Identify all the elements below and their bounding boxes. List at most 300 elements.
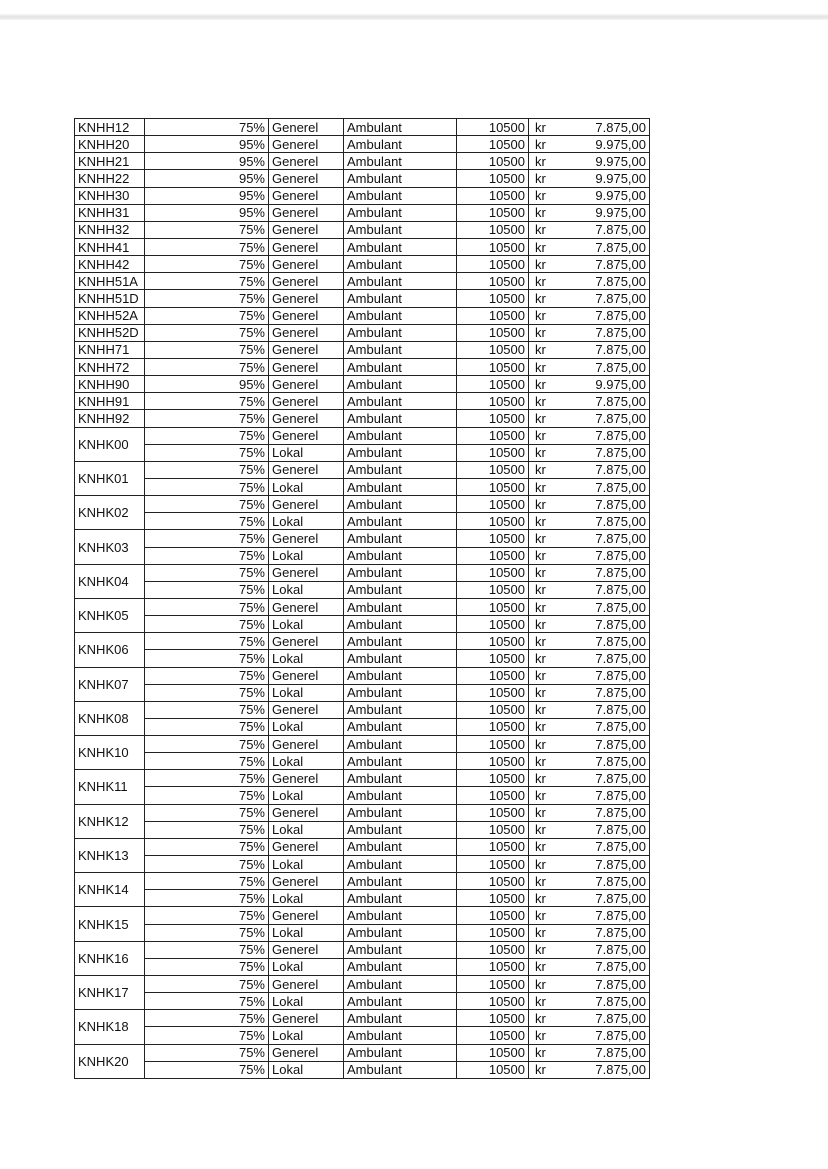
currency-cell: kr	[529, 410, 577, 427]
code-cell: KNHH41	[75, 238, 145, 255]
code-cell: KNHK16	[75, 941, 145, 975]
percentage-cell: 75%	[145, 307, 269, 324]
percentage-cell: 75%	[145, 119, 269, 136]
code-cell: KNHH51D	[75, 290, 145, 307]
code-cell: KNHK03	[75, 530, 145, 564]
table-row	[75, 273, 650, 290]
currency-cell: kr	[529, 170, 577, 187]
type-cell: Generel	[269, 324, 344, 341]
type-cell: Generel	[269, 598, 344, 615]
type-cell: Generel	[269, 187, 344, 204]
amount-cell: 10500	[457, 119, 529, 136]
mode-cell: Ambulant	[344, 358, 457, 375]
amount-cell: 10500	[457, 770, 529, 787]
code-cell: KNHK14	[75, 873, 145, 907]
currency-cell: kr	[529, 581, 577, 598]
type-cell: Lokal	[269, 787, 344, 804]
table-row	[75, 907, 650, 924]
type-cell: Lokal	[269, 958, 344, 975]
amount-cell: 10500	[457, 684, 529, 701]
currency-cell: kr	[529, 667, 577, 684]
code-cell: KNHK20	[75, 1044, 145, 1078]
currency-cell: kr	[529, 564, 577, 581]
value-cell: 7.875,00	[577, 684, 650, 701]
mode-cell: Ambulant	[344, 684, 457, 701]
percentage-cell: 75%	[145, 616, 269, 633]
percentage-cell: 75%	[145, 324, 269, 341]
amount-cell: 10500	[457, 290, 529, 307]
type-cell: Generel	[269, 153, 344, 170]
value-cell: 7.875,00	[577, 993, 650, 1010]
amount-cell: 10500	[457, 170, 529, 187]
amount-cell: 10500	[457, 238, 529, 255]
code-cell: KNHK10	[75, 736, 145, 770]
amount-cell: 10500	[457, 753, 529, 770]
currency-cell: kr	[529, 633, 577, 650]
percentage-cell: 75%	[145, 941, 269, 958]
amount-cell: 10500	[457, 444, 529, 461]
percentage-cell: 75%	[145, 1061, 269, 1078]
table-row	[75, 444, 650, 461]
code-cell: KNHK18	[75, 1010, 145, 1044]
percentage-cell: 75%	[145, 838, 269, 855]
table-row	[75, 598, 650, 615]
percentage-cell: 75%	[145, 924, 269, 941]
mode-cell: Ambulant	[344, 204, 457, 221]
code-cell: KNHK13	[75, 838, 145, 872]
amount-cell: 10500	[457, 136, 529, 153]
table-row	[75, 616, 650, 633]
currency-cell: kr	[529, 1061, 577, 1078]
table-row	[75, 718, 650, 735]
mode-cell: Ambulant	[344, 976, 457, 993]
mode-cell: Ambulant	[344, 410, 457, 427]
table-row	[75, 633, 650, 650]
currency-cell: kr	[529, 1044, 577, 1061]
mode-cell: Ambulant	[344, 650, 457, 667]
percentage-cell: 75%	[145, 753, 269, 770]
percentage-cell: 75%	[145, 667, 269, 684]
value-cell: 7.875,00	[577, 547, 650, 564]
mode-cell: Ambulant	[344, 1044, 457, 1061]
currency-cell: kr	[529, 958, 577, 975]
mode-cell: Ambulant	[344, 1027, 457, 1044]
percentage-cell: 75%	[145, 410, 269, 427]
code-cell: KNHK01	[75, 461, 145, 495]
value-cell: 7.875,00	[577, 1044, 650, 1061]
value-cell: 9.975,00	[577, 170, 650, 187]
type-cell: Generel	[269, 496, 344, 513]
value-cell: 7.875,00	[577, 890, 650, 907]
value-cell: 7.875,00	[577, 616, 650, 633]
code-cell: KNHH21	[75, 153, 145, 170]
currency-cell: kr	[529, 221, 577, 238]
type-cell: Generel	[269, 976, 344, 993]
percentage-cell: 75%	[145, 633, 269, 650]
type-cell: Generel	[269, 461, 344, 478]
type-cell: Generel	[269, 564, 344, 581]
amount-cell: 10500	[457, 1027, 529, 1044]
mode-cell: Ambulant	[344, 667, 457, 684]
amount-cell: 10500	[457, 461, 529, 478]
amount-cell: 10500	[457, 1010, 529, 1027]
value-cell: 9.975,00	[577, 187, 650, 204]
mode-cell: Ambulant	[344, 393, 457, 410]
value-cell: 7.875,00	[577, 598, 650, 615]
percentage-cell: 75%	[145, 290, 269, 307]
code-cell: KNHH52D	[75, 324, 145, 341]
amount-cell: 10500	[457, 427, 529, 444]
code-cell: KNHK06	[75, 633, 145, 667]
table-row	[75, 701, 650, 718]
currency-cell: kr	[529, 856, 577, 873]
value-cell: 7.875,00	[577, 736, 650, 753]
currency-cell: kr	[529, 204, 577, 221]
amount-cell: 10500	[457, 410, 529, 427]
mode-cell: Ambulant	[344, 273, 457, 290]
currency-cell: kr	[529, 890, 577, 907]
value-cell: 7.875,00	[577, 393, 650, 410]
amount-cell: 10500	[457, 838, 529, 855]
table-row	[75, 770, 650, 787]
value-cell: 7.875,00	[577, 838, 650, 855]
percentage-cell: 75%	[145, 650, 269, 667]
amount-cell: 10500	[457, 616, 529, 633]
percentage-cell: 75%	[145, 496, 269, 513]
table-row	[75, 238, 650, 255]
currency-cell: kr	[529, 821, 577, 838]
percentage-cell: 75%	[145, 718, 269, 735]
code-cell: KNHH71	[75, 341, 145, 358]
value-cell: 7.875,00	[577, 238, 650, 255]
value-cell: 7.875,00	[577, 650, 650, 667]
mode-cell: Ambulant	[344, 478, 457, 495]
table-row	[75, 564, 650, 581]
currency-cell: kr	[529, 461, 577, 478]
percentage-cell: 75%	[145, 993, 269, 1010]
code-cell: KNHH91	[75, 393, 145, 410]
currency-cell: kr	[529, 153, 577, 170]
currency-cell: kr	[529, 187, 577, 204]
amount-cell: 10500	[457, 633, 529, 650]
currency-cell: kr	[529, 993, 577, 1010]
mode-cell: Ambulant	[344, 444, 457, 461]
type-cell: Generel	[269, 907, 344, 924]
type-cell: Lokal	[269, 444, 344, 461]
type-cell: Generel	[269, 136, 344, 153]
currency-cell: kr	[529, 530, 577, 547]
type-cell: Generel	[269, 873, 344, 890]
table-row	[75, 856, 650, 873]
mode-cell: Ambulant	[344, 598, 457, 615]
amount-cell: 10500	[457, 873, 529, 890]
type-cell: Generel	[269, 170, 344, 187]
mode-cell: Ambulant	[344, 753, 457, 770]
currency-cell: kr	[529, 444, 577, 461]
amount-cell: 10500	[457, 307, 529, 324]
table-row	[75, 324, 650, 341]
percentage-cell: 75%	[145, 701, 269, 718]
currency-cell: kr	[529, 136, 577, 153]
table-row	[75, 530, 650, 547]
value-cell: 9.975,00	[577, 376, 650, 393]
currency-cell: kr	[529, 787, 577, 804]
value-cell: 7.875,00	[577, 478, 650, 495]
code-cell: KNHH32	[75, 221, 145, 238]
value-cell: 7.875,00	[577, 256, 650, 273]
type-cell: Lokal	[269, 753, 344, 770]
value-cell: 7.875,00	[577, 513, 650, 530]
percentage-cell: 75%	[145, 1027, 269, 1044]
amount-cell: 10500	[457, 341, 529, 358]
table-row	[75, 119, 650, 136]
amount-cell: 10500	[457, 581, 529, 598]
amount-cell: 10500	[457, 204, 529, 221]
value-cell: 7.875,00	[577, 358, 650, 375]
amount-cell: 10500	[457, 256, 529, 273]
currency-cell: kr	[529, 1010, 577, 1027]
value-cell: 7.875,00	[577, 787, 650, 804]
currency-cell: kr	[529, 598, 577, 615]
percentage-cell: 75%	[145, 684, 269, 701]
currency-cell: kr	[529, 838, 577, 855]
table-row	[75, 838, 650, 855]
amount-cell: 10500	[457, 1044, 529, 1061]
type-cell: Generel	[269, 838, 344, 855]
amount-cell: 10500	[457, 547, 529, 564]
percentage-cell: 75%	[145, 958, 269, 975]
scan-artifact-line	[0, 14, 828, 20]
type-cell: Generel	[269, 410, 344, 427]
mode-cell: Ambulant	[344, 924, 457, 941]
code-cell: KNHH30	[75, 187, 145, 204]
mode-cell: Ambulant	[344, 136, 457, 153]
type-cell: Generel	[269, 119, 344, 136]
currency-cell: kr	[529, 616, 577, 633]
amount-cell: 10500	[457, 513, 529, 530]
currency-cell: kr	[529, 873, 577, 890]
table-row	[75, 358, 650, 375]
percentage-cell: 75%	[145, 873, 269, 890]
table-row	[75, 341, 650, 358]
mode-cell: Ambulant	[344, 701, 457, 718]
amount-cell: 10500	[457, 667, 529, 684]
type-cell: Lokal	[269, 547, 344, 564]
mode-cell: Ambulant	[344, 530, 457, 547]
code-cell: KNHK12	[75, 804, 145, 838]
percentage-cell: 95%	[145, 170, 269, 187]
type-cell: Generel	[269, 701, 344, 718]
table-row	[75, 478, 650, 495]
type-cell: Generel	[269, 736, 344, 753]
mode-cell: Ambulant	[344, 324, 457, 341]
mode-cell: Ambulant	[344, 153, 457, 170]
amount-cell: 10500	[457, 478, 529, 495]
currency-cell: kr	[529, 496, 577, 513]
percentage-cell: 95%	[145, 153, 269, 170]
code-cell: KNHH42	[75, 256, 145, 273]
mode-cell: Ambulant	[344, 256, 457, 273]
table-row	[75, 993, 650, 1010]
mode-cell: Ambulant	[344, 119, 457, 136]
table-row	[75, 753, 650, 770]
type-cell: Lokal	[269, 1027, 344, 1044]
type-cell: Lokal	[269, 1061, 344, 1078]
percentage-cell: 75%	[145, 890, 269, 907]
type-cell: Lokal	[269, 581, 344, 598]
type-cell: Generel	[269, 804, 344, 821]
mode-cell: Ambulant	[344, 787, 457, 804]
amount-cell: 10500	[457, 958, 529, 975]
type-cell: Lokal	[269, 650, 344, 667]
value-cell: 9.975,00	[577, 204, 650, 221]
code-cell: KNHH22	[75, 170, 145, 187]
type-cell: Lokal	[269, 924, 344, 941]
code-cell: KNHK11	[75, 770, 145, 804]
mode-cell: Ambulant	[344, 821, 457, 838]
type-cell: Lokal	[269, 513, 344, 530]
type-cell: Generel	[269, 256, 344, 273]
mode-cell: Ambulant	[344, 564, 457, 581]
mode-cell: Ambulant	[344, 461, 457, 478]
percentage-cell: 75%	[145, 1010, 269, 1027]
table-row	[75, 650, 650, 667]
code-cell: KNHK04	[75, 564, 145, 598]
currency-cell: kr	[529, 770, 577, 787]
percentage-cell: 75%	[145, 907, 269, 924]
percentage-cell: 75%	[145, 427, 269, 444]
table-row	[75, 221, 650, 238]
percentage-cell: 75%	[145, 564, 269, 581]
table-row	[75, 393, 650, 410]
table-row	[75, 1044, 650, 1061]
table-row	[75, 804, 650, 821]
mode-cell: Ambulant	[344, 907, 457, 924]
value-cell: 7.875,00	[577, 324, 650, 341]
value-cell: 7.875,00	[577, 976, 650, 993]
amount-cell: 10500	[457, 856, 529, 873]
table-row	[75, 941, 650, 958]
mode-cell: Ambulant	[344, 1010, 457, 1027]
amount-cell: 10500	[457, 718, 529, 735]
table-row	[75, 170, 650, 187]
percentage-cell: 75%	[145, 238, 269, 255]
type-cell: Generel	[269, 770, 344, 787]
type-cell: Lokal	[269, 684, 344, 701]
percentage-cell: 75%	[145, 341, 269, 358]
value-cell: 7.875,00	[577, 958, 650, 975]
mode-cell: Ambulant	[344, 513, 457, 530]
value-cell: 7.875,00	[577, 496, 650, 513]
amount-cell: 10500	[457, 907, 529, 924]
currency-cell: kr	[529, 513, 577, 530]
mode-cell: Ambulant	[344, 238, 457, 255]
currency-cell: kr	[529, 718, 577, 735]
value-cell: 7.875,00	[577, 633, 650, 650]
type-cell: Generel	[269, 221, 344, 238]
percentage-cell: 75%	[145, 513, 269, 530]
amount-cell: 10500	[457, 787, 529, 804]
currency-cell: kr	[529, 324, 577, 341]
type-cell: Generel	[269, 530, 344, 547]
value-cell: 7.875,00	[577, 410, 650, 427]
currency-cell: kr	[529, 684, 577, 701]
mode-cell: Ambulant	[344, 718, 457, 735]
value-cell: 7.875,00	[577, 770, 650, 787]
table-row	[75, 136, 650, 153]
percentage-cell: 75%	[145, 804, 269, 821]
mode-cell: Ambulant	[344, 804, 457, 821]
code-cell: KNHH51A	[75, 273, 145, 290]
percentage-cell: 75%	[145, 547, 269, 564]
mode-cell: Ambulant	[344, 341, 457, 358]
currency-cell: kr	[529, 736, 577, 753]
rate-table-body	[75, 119, 650, 1079]
value-cell: 9.975,00	[577, 136, 650, 153]
value-cell: 7.875,00	[577, 444, 650, 461]
amount-cell: 10500	[457, 736, 529, 753]
type-cell: Generel	[269, 667, 344, 684]
type-cell: Generel	[269, 1010, 344, 1027]
type-cell: Generel	[269, 238, 344, 255]
percentage-cell: 95%	[145, 187, 269, 204]
amount-cell: 10500	[457, 890, 529, 907]
mode-cell: Ambulant	[344, 856, 457, 873]
currency-cell: kr	[529, 119, 577, 136]
currency-cell: kr	[529, 238, 577, 255]
mode-cell: Ambulant	[344, 187, 457, 204]
amount-cell: 10500	[457, 324, 529, 341]
table-row	[75, 958, 650, 975]
mode-cell: Ambulant	[344, 307, 457, 324]
mode-cell: Ambulant	[344, 633, 457, 650]
mode-cell: Ambulant	[344, 290, 457, 307]
value-cell: 7.875,00	[577, 307, 650, 324]
mode-cell: Ambulant	[344, 427, 457, 444]
percentage-cell: 95%	[145, 204, 269, 221]
currency-cell: kr	[529, 273, 577, 290]
value-cell: 7.875,00	[577, 701, 650, 718]
mode-cell: Ambulant	[344, 890, 457, 907]
table-row	[75, 513, 650, 530]
value-cell: 7.875,00	[577, 941, 650, 958]
currency-cell: kr	[529, 753, 577, 770]
currency-cell: kr	[529, 976, 577, 993]
value-cell: 7.875,00	[577, 221, 650, 238]
table-row	[75, 153, 650, 170]
code-cell: KNHK15	[75, 907, 145, 941]
currency-cell: kr	[529, 341, 577, 358]
currency-cell: kr	[529, 478, 577, 495]
type-cell: Generel	[269, 633, 344, 650]
table-row	[75, 307, 650, 324]
amount-cell: 10500	[457, 564, 529, 581]
amount-cell: 10500	[457, 821, 529, 838]
amount-cell: 10500	[457, 358, 529, 375]
amount-cell: 10500	[457, 221, 529, 238]
table-row	[75, 496, 650, 513]
type-cell: Lokal	[269, 478, 344, 495]
mode-cell: Ambulant	[344, 221, 457, 238]
type-cell: Generel	[269, 204, 344, 221]
value-cell: 7.875,00	[577, 1061, 650, 1078]
value-cell: 7.875,00	[577, 461, 650, 478]
percentage-cell: 75%	[145, 581, 269, 598]
table-row	[75, 1027, 650, 1044]
code-cell: KNHH72	[75, 358, 145, 375]
type-cell: Generel	[269, 273, 344, 290]
amount-cell: 10500	[457, 496, 529, 513]
